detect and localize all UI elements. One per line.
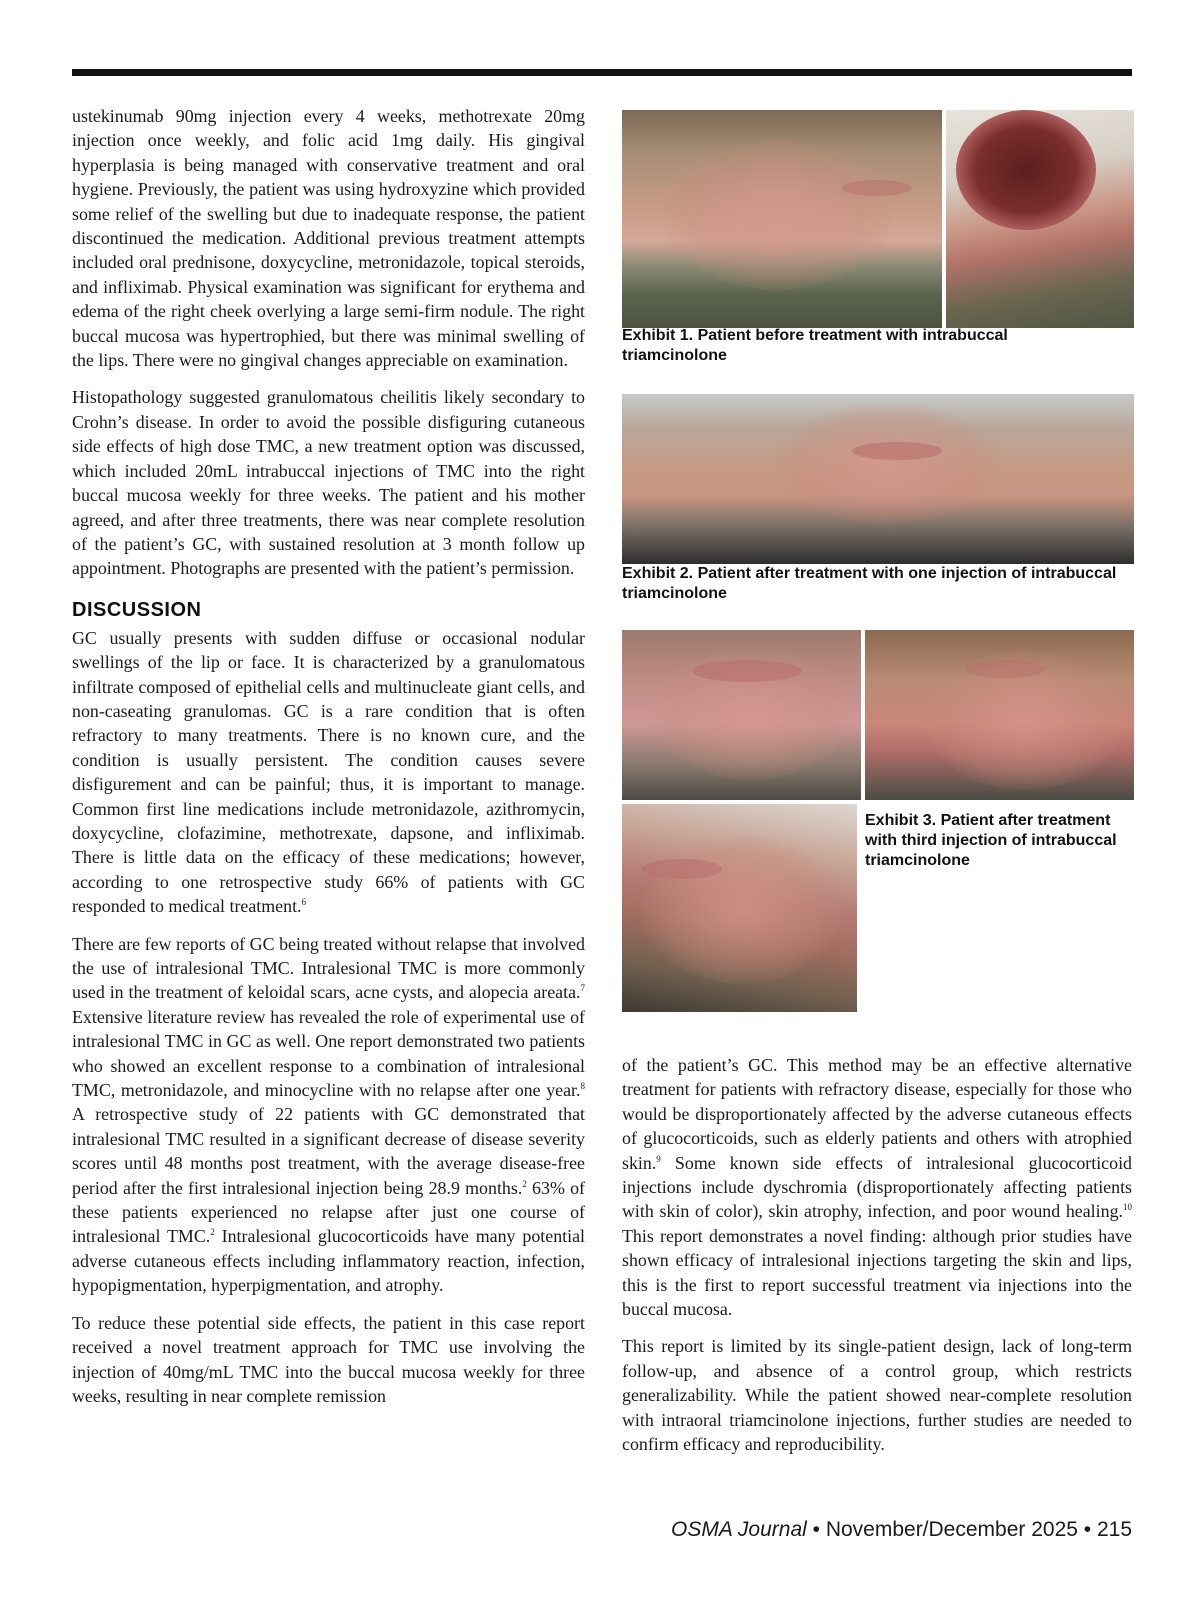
reference-marker: 6 (301, 897, 307, 908)
reference-marker: 10 (1123, 1202, 1132, 1213)
reference-marker: 7 (580, 983, 585, 994)
body-paragraph: GC usually presents with sudden diffuse or occasional nodular swellings of the lip or face. It is characterized by a granulomatous infiltrate composed of epithelial cells and multinucleate giant cells, and non-caseating granulomas. GC is a rare condition that is often refractory to many treatments. There is no known cure, and the condition is usually persistent. The condition causes severe disfigurement and can be painful; thus, it is important to manage. Common first line medications include metronidazole, azithromycin, doxycycline, clofazimine, methotrexate, dapsone, and infliximab. There is little data on the efficacy of these medications; however, according to one retrospective study 66% of patients with GC responded to medical treatment.$^6$ (72, 627, 585, 917)
body-paragraph: ustekinumab 90mg injection every 4 weeks, methotrexate 20mg injection once weekly, and folic acid 1mg daily. His gingival hyperplasia is being managed with conservative treatment and oral hygiene. Previously, the patient was using hydroxyzine which provided some relief of the swelling but due to inadequate response, the patient discontinued the medication. Additional previous treatment attempts included oral prednisone, doxycycline, metronidazole, topical steroids, and infliximab. Physical examination was significant for erythema and edema of the right cheek overlying a large semi-firm nodule. The right buccal mucosa was hypertrophied, but there was minimal swelling of the lips. There were no gingival changes appreciable on examination. (72, 106, 585, 371)
exhibit3-caption: Exhibit 3. Patient after treatment with third injection of intrabuccal triamcinolone (865, 812, 1117, 869)
reference-marker: 8 (580, 1081, 585, 1092)
body-paragraph: of the patient’s GC. This method may be an effective alternative treatment for patients with refractory disease, especially for those who would be disproportionately affected by the adverse cutaneous effects of glucocorticoids, such as elderly patients and others with atrophied skin.$^9$ Some known side effects of intralesional glucocorticoid injections include dyschromia (disproportionately affecting patients with skin of color), skin atrophy, infection, and poor wound healing.$^{10}$ This report demonstrates a novel finding: although prior studies have shown efficacy of intralesional injections targeting the skin and lips, this is the first to report successful treatment via injections into the buccal mucosa. (622, 1055, 1132, 1320)
issue-and-page: • November/December 2025 • 215 (806, 1518, 1132, 1541)
exhibit1-photo-open-mouth (946, 110, 1134, 328)
body-paragraph: To reduce these potential side effects, the patient in this case report received a novel treatment approach for TMC use involving the injection of 40mg/mL TMC into the buccal mucosa weekly for three weeks, resulting in near complete remission (72, 1312, 585, 1406)
exhibit2-caption: Exhibit 2. Patient after treatment with one injection of intrabuccal triamcinolone (622, 565, 1117, 602)
left-column (72, 104, 585, 1421)
exhibit3-photo-side (865, 630, 1134, 800)
reference-marker: 2 (210, 1227, 215, 1238)
body-paragraph: Histopathology suggested granulomatous cheilitis likely secondary to Crohn’s disease. In order to avoid the possible disfiguring cutaneous side effects of high dose TMC, a new treatment option was discussed, which included 20mL intrabuccal injections of TMC into the right buccal mucosa weekly for three weeks. The patient and his mother agreed, and after three treatments, there was near complete resolution of the patient’s GC, with sustained resolution at 3 month follow up appointment. Photographs are presented with the patient’s permission. (72, 387, 585, 579)
page-footer (671, 1518, 1132, 1542)
exhibit1-photo-cheek (622, 110, 942, 328)
right-column (622, 1053, 1132, 1470)
reference-marker: 9 (656, 1153, 661, 1164)
journal-name: OSMA Journal (671, 1518, 807, 1541)
exhibit3-photo-profile (622, 804, 857, 1012)
exhibit2-photo (622, 394, 1134, 564)
reference-marker: 2 (522, 1178, 527, 1189)
section-heading-discussion: DISCUSSION (72, 598, 202, 621)
body-paragraph: This report is limited by its single-patient design, lack of long-term follow-up, and absence of a control group, which restricts generalizability. While the patient showed near-complete resolution with intraoral triamcinolone injections, further studies are needed to confirm efficacy and reproducibility. (622, 1336, 1132, 1455)
exhibit1-caption: Exhibit 1. Patient before treatment with intrabuccal triamcinolone (622, 327, 1008, 364)
body-paragraph: There are few reports of GC being treated without relapse that involved the use of intralesional TMC. Intralesional TMC is more commonly used in the treatment of keloidal scars, acne cysts, and alopecia areata.$^7$ Extensive literature review has revealed the role of experimental use of intralesional TMC in GC as well. One report demonstrated two patients who showed an excellent response to a combination of intralesional TMC, metronidazole, and minocycline with no relapse after one year.$^8$ A retrospective study of 22 patients with GC demonstrated that intralesional TMC resulted in a significant decrease of disease severity scores until 48 months post treatment, with the average disease-free period after the first intralesional injection being 28.9 months.$^2$ 63% of these patients experienced no relapse after just one course of intralesional TMC.$^2$ Intralesional glucocorticoids have many potential adverse cutaneous effects including inflammatory reaction, infection, hypopigmentation, hyperpigmentation, and atrophy. (72, 933, 585, 1296)
top-rule (72, 69, 1132, 76)
exhibit3-photo-front (622, 630, 861, 800)
